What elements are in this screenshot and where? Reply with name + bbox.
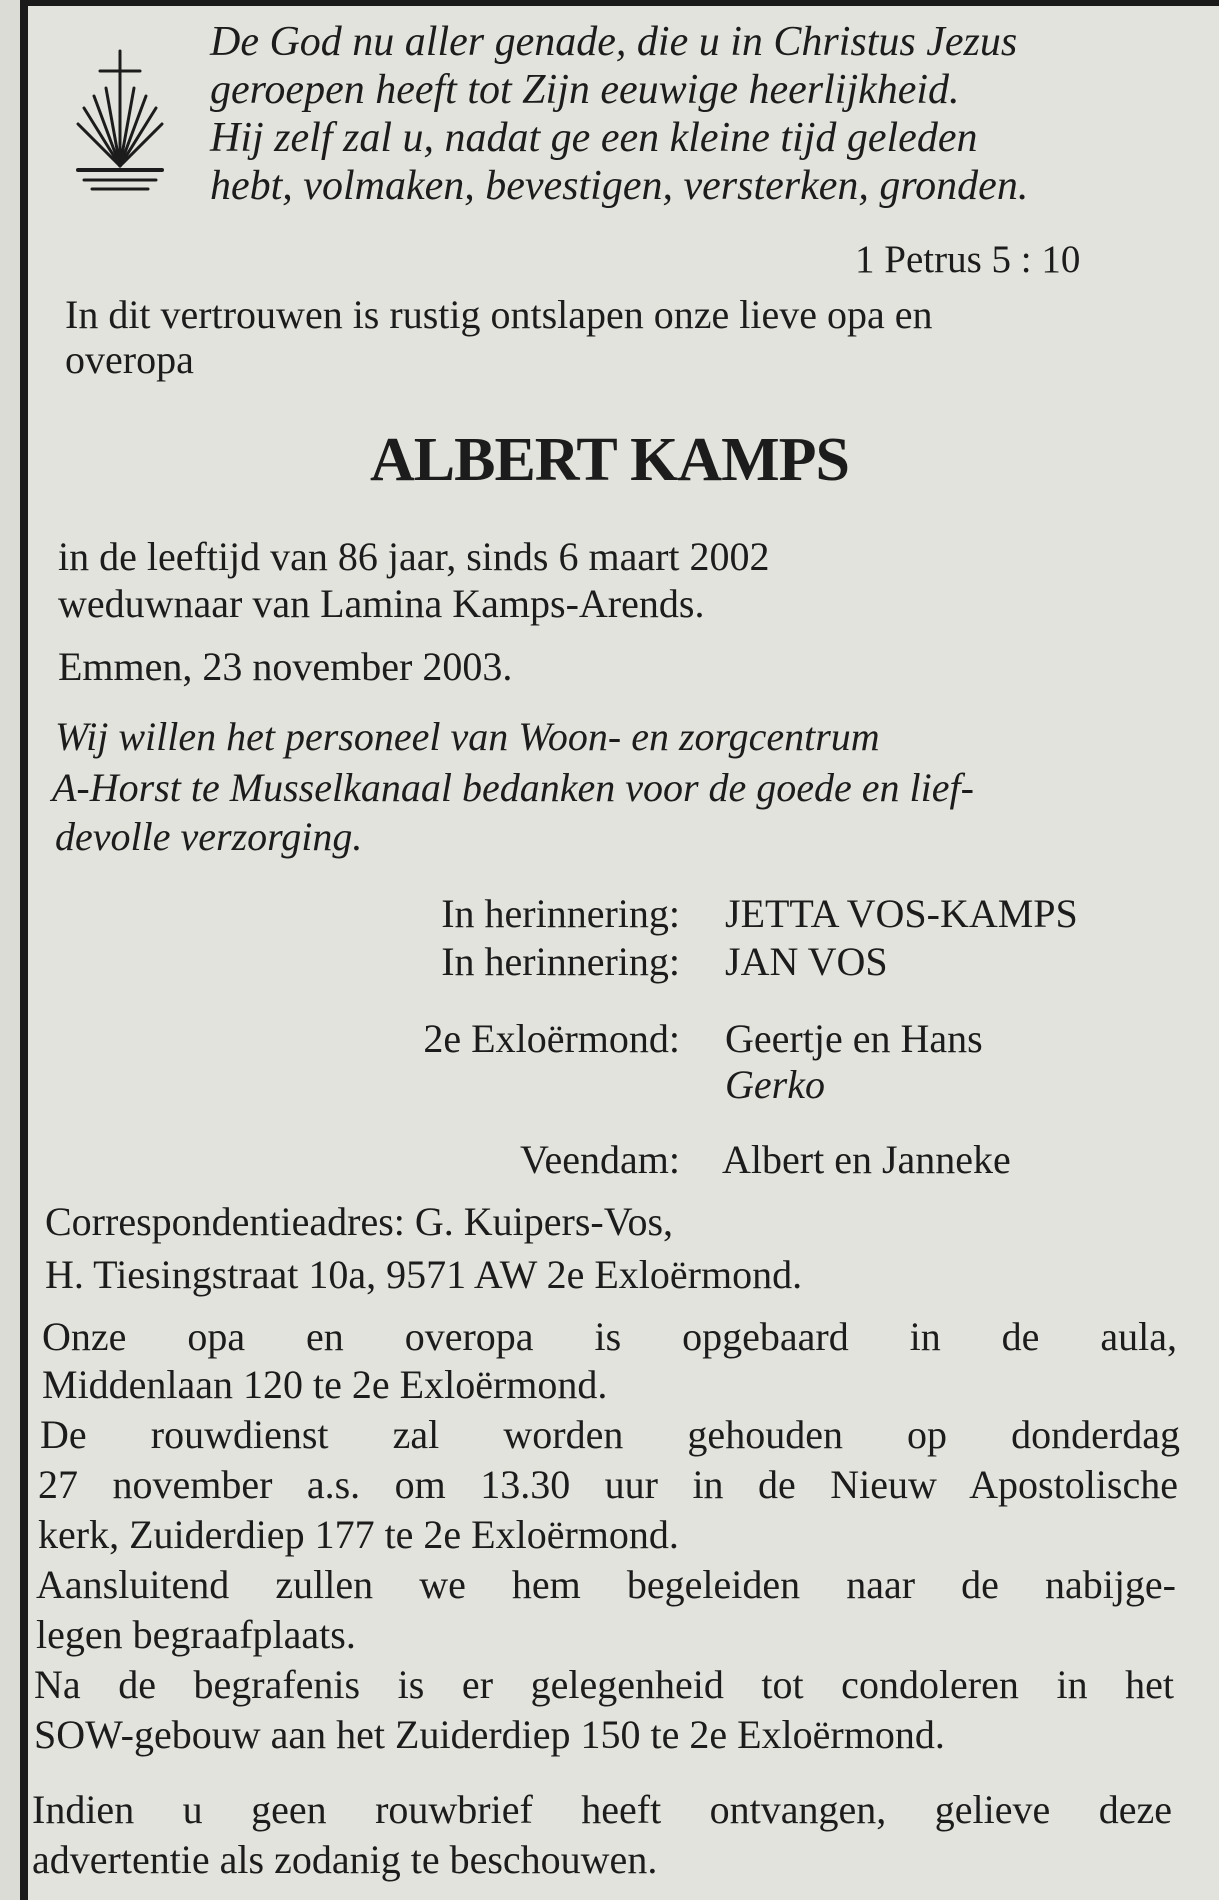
arrangements-line: De rouwdienst zal worden gehouden op donderdag [40, 1412, 1180, 1457]
intro-line: In dit vertrouwen is rustig ontslapen onze lieve opa en [65, 292, 933, 337]
arrangements-line: SOW-gebouw aan het Zuiderdiep 150 te 2e Exloërmond. [34, 1712, 945, 1757]
family-name: Geertje en Hans [725, 1016, 983, 1061]
family-name: Albert en Janneke [722, 1137, 1011, 1182]
cross-sunrise-icon [70, 46, 170, 206]
family-label: In herinnering: [441, 891, 680, 936]
family-label: In herinnering: [441, 939, 680, 984]
arrangements-line: Onze opa en overopa is opgebaard in de aula, [42, 1314, 1177, 1359]
place-date: Emmen, 23 november 2003. [58, 644, 513, 689]
family-name: Gerko [725, 1062, 825, 1107]
thanks-line: A-Horst te Musselkanaal bedanken voor de goede en lief- [52, 765, 974, 810]
family-label: Veendam: [520, 1137, 680, 1182]
deceased-name: ALBERT KAMPS [369, 426, 850, 494]
arrangements-line: 27 november a.s. om 13.30 uur in de Nieuw Apostolische [38, 1462, 1178, 1507]
family-name: JETTA VOS-KAMPS [725, 891, 1078, 936]
correspondence-line: Correspondentieadres: G. Kuipers-Vos, [45, 1199, 674, 1244]
arrangements-line: Aansluitend zullen we hem begeleiden naar de nabijge- [36, 1562, 1176, 1607]
family-label: 2e Exloërmond: [423, 1016, 680, 1061]
arrangements-line: Na de begrafenis is er gelegenheid tot condoleren in het [34, 1662, 1174, 1707]
verse-line: hebt, volmaken, bevestigen, versterken, gronden. [210, 163, 1029, 209]
verse-line: geroepen heeft tot Zijn eeuwige heerlijkheid. [210, 67, 960, 113]
family-name: JAN VOS [725, 939, 888, 984]
intro-line: overopa [65, 337, 194, 382]
thanks-line: Wij willen het personeel van Woon- en zorgcentrum [55, 714, 880, 759]
widower-line: weduwnaar van Lamina Kamps-Arends. [58, 581, 705, 626]
scripture-verse [210, 18, 1028, 210]
arrangements-line: Middenlaan 120 te 2e Exloërmond. [42, 1362, 608, 1407]
arrangements-line: legen begraafplaats. [36, 1612, 356, 1657]
closing-line: advertentie als zodanig te beschouwen. [32, 1837, 658, 1882]
verse-line: De God nu aller genade, die u in Christus Jezus [210, 19, 1018, 65]
arrangements-line: kerk, Zuiderdiep 177 te 2e Exloërmond. [38, 1512, 679, 1557]
scripture-reference: 1 Petrus 5 : 10 [855, 238, 1081, 281]
closing-line: Indien u geen rouwbrief heeft ontvangen, gelieve deze [32, 1787, 1172, 1832]
verse-line: Hij zelf zal u, nadat ge een kleine tijd geleden [210, 115, 978, 161]
correspondence-line: H. Tiesingstraat 10a, 9571 AW 2e Exloërmond. [45, 1252, 803, 1297]
thanks-line: devolle verzorging. [55, 814, 363, 859]
age-line: in de leeftijd van 86 jaar, sinds 6 maart 2002 [58, 534, 770, 579]
